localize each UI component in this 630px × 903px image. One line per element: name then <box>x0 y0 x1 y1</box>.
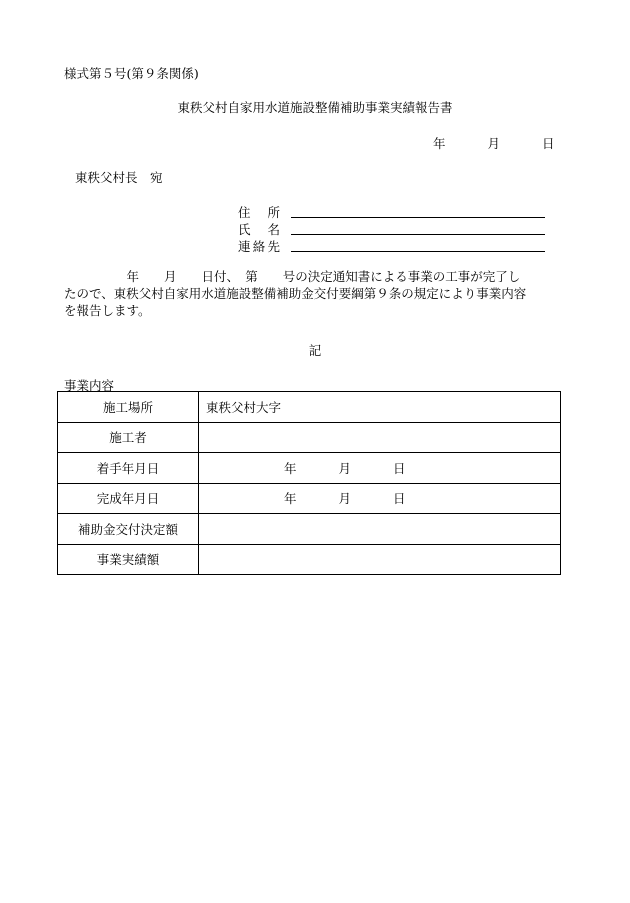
date-year: 年 <box>433 136 446 151</box>
start-month: 月 <box>338 460 352 476</box>
completion-date-value[interactable] <box>199 483 561 514</box>
date-line <box>433 134 555 152</box>
form-number: 様式第５号(第９条関係) <box>64 66 199 81</box>
date-month: 月 <box>487 136 501 151</box>
table-row <box>58 422 561 453</box>
contact-label: 連絡先 <box>238 239 280 254</box>
row-label-actual-cost: 事業実績額 <box>58 544 199 575</box>
completion-month: 月 <box>338 491 352 507</box>
completion-day: 日 <box>393 491 406 507</box>
row-label-completion-date: 完成年月日 <box>58 483 199 514</box>
business-details-table <box>57 391 561 575</box>
contact-field-line[interactable] <box>291 237 545 252</box>
body-line-3: を報告します。 <box>64 303 151 318</box>
construction-site-value[interactable]: 東秩父村大字 <box>199 392 561 423</box>
ki-heading: 記 <box>308 343 322 358</box>
row-label-subsidy-decision-amount: 補助金交付決定額 <box>58 514 199 545</box>
body-line-1: 年 月 日付、 第 号の決定通知書による事業の工事が完了し <box>64 269 521 284</box>
report-body-text <box>64 268 564 319</box>
actual-cost-value[interactable] <box>199 544 561 575</box>
addressee: 東秩父村長 宛 <box>75 170 163 185</box>
table-row <box>58 544 561 575</box>
table-caption: 事業内容 <box>64 378 115 393</box>
body-line-2: たので、東秩父村自家用水道施設整備補助金交付要綱第９条の規定により事業内容 <box>64 286 527 301</box>
date-day: 日 <box>542 136 555 151</box>
table-row <box>58 392 561 423</box>
subsidy-decision-amount-value[interactable] <box>199 514 561 545</box>
row-label-start-date: 着手年月日 <box>58 453 199 484</box>
contractor-value[interactable] <box>199 422 561 453</box>
start-day: 日 <box>393 460 406 476</box>
table-row <box>58 483 561 514</box>
table-row <box>58 514 561 545</box>
row-label-contractor: 施工者 <box>58 422 199 453</box>
completion-year: 年 <box>284 491 297 507</box>
table-row <box>58 453 561 484</box>
name-label: 氏 名 <box>238 222 280 237</box>
name-field-line[interactable] <box>291 220 545 235</box>
document-title: 東秩父村自家用水道施設整備補助事業実績報告書 <box>177 100 453 115</box>
start-date-value[interactable] <box>199 453 561 484</box>
address-field-line[interactable] <box>291 203 545 218</box>
start-year: 年 <box>284 460 297 476</box>
row-label-construction-site: 施工場所 <box>58 392 199 423</box>
address-label: 住 所 <box>238 205 280 220</box>
